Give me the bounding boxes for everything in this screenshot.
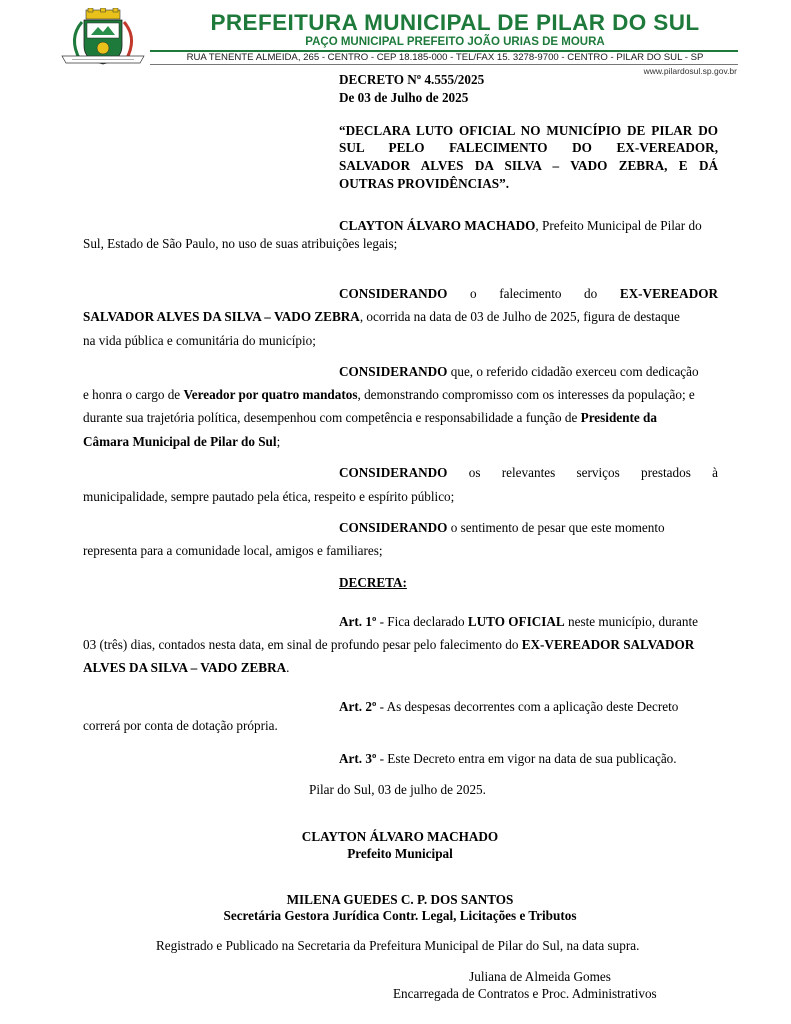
letterhead-subtitle: PAÇO MUNICIPAL PREFEITO JOÃO URIAS DE MOURA <box>305 36 605 48</box>
considerando-2-line-4 <box>83 434 280 450</box>
considerando-4-line-1 <box>339 520 665 536</box>
considerando-2-line-3-bold: Presidente da <box>580 410 657 425</box>
considerando-2-text: que, o referido cidadão exerceu com dedicação <box>447 364 699 379</box>
considerando-1-line-1 <box>339 286 718 302</box>
art1-line-2-pre: 03 (três) dias, contados nesta data, em sinal de profundo pesar pelo falecimento do <box>83 637 522 652</box>
letterhead-website: www.pilardosul.sp.gov.br <box>643 66 737 76</box>
art1-text-pre: - Fica declarado <box>376 614 468 629</box>
considerando-keyword: CONSIDERANDO <box>339 465 448 480</box>
considerando-2-line-3 <box>83 410 657 426</box>
art1-line-1 <box>339 614 698 630</box>
decree-date: De 03 de Julho de 2025 <box>339 90 469 105</box>
considerando-keyword: CONSIDERANDO <box>339 286 448 301</box>
registry-note: Registrado e Publicado na Secretaria da Prefeitura Municipal de Pilar do Sul, na data supra. <box>156 938 640 953</box>
considerando-keyword: CONSIDERANDO <box>339 520 448 535</box>
considerando-2-line-2-rest: , demonstrando compromisso com os interesses da população; e <box>357 387 695 402</box>
considerando-1-line-3: na vida pública e comunitária do município; <box>83 333 316 348</box>
preamble-line-2: Sul, Estado de São Paulo, no uso de suas atribuições legais; <box>83 236 398 251</box>
decree-ementa-line-3: SALVADOR ALVES DA SILVA – VADO ZEBRA, E DÁ <box>339 158 718 173</box>
decree-ementa-line-4: OUTRAS PROVIDÊNCIAS”. <box>339 176 509 191</box>
art2-line-1 <box>339 699 678 715</box>
signature-1-name: CLAYTON ÁLVARO MACHADO <box>301 829 499 844</box>
letterhead-address: RUA TENENTE ALMEIDA, 265 - CENTRO - CEP 18.185-000 - TEL/FAX 15. 3278-9700 - CENTRO - PILAR DO SUL - SP <box>186 52 704 63</box>
letterhead-title: PREFEITURA MUNICIPAL DE PILAR DO SUL <box>210 10 700 35</box>
decree-ementa-line-1: “DECLARA LUTO OFICIAL NO MUNICÍPIO DE PILAR DO <box>339 123 718 138</box>
place-date: Pilar do Sul, 03 de julho de 2025. <box>309 782 486 797</box>
decree-number: DECRETO Nº 4.555/2025 <box>339 72 485 87</box>
signature-2-title: Secretária Gestora Jurídica Contr. Legal, Licitações e Tributos <box>223 908 577 923</box>
considerando-4-text: o sentimento de pesar que este momento <box>447 520 665 535</box>
considerando-2-line-1 <box>339 364 699 380</box>
signature-2-name: MILENA GUEDES C. P. DOS SANTOS <box>286 892 514 907</box>
considerando-keyword: CONSIDERANDO <box>339 364 448 379</box>
considerando-3-text: os relevantes serviços prestados à <box>468 465 718 480</box>
preamble-name: CLAYTON ÁLVARO MACHADO <box>339 218 536 233</box>
honoree-name: SALVADOR ALVES DA SILVA – VADO ZEBRA <box>83 309 360 324</box>
registrar-title: Encarregada de Contratos e Proc. Administrativos <box>393 986 657 1001</box>
article-label: Art. 2º <box>339 699 377 714</box>
art3-line-1 <box>339 751 677 767</box>
art2-text: - As despesas decorrentes com a aplicação deste Decreto <box>376 699 679 714</box>
art1-line-3-rest: . <box>286 660 290 675</box>
considerando-1-line-2-text: , ocorrida na data de 03 de Julho de 2025, figura de destaque <box>359 309 680 324</box>
considerando-2-line-2 <box>83 387 695 403</box>
considerando-2-line-4-bold: Câmara Municipal de Pilar do Sul <box>83 434 277 449</box>
art1-bold: LUTO OFICIAL <box>467 614 565 629</box>
letterhead-divider-thin <box>150 64 738 65</box>
considerando-2-line-4-rest: ; <box>276 434 281 449</box>
decreta-heading <box>339 575 407 591</box>
art3-text: - Este Decreto entra em vigor na data de sua publicação. <box>376 751 677 766</box>
considerando-1-text: o falecimento do <box>470 286 598 301</box>
considerando-1-bold-end: EX-VEREADOR <box>619 286 719 301</box>
decree-ementa-line-2: SUL PELO FALECIMENTO DO EX-VEREADOR, <box>339 140 718 155</box>
article-label: Art. 1º <box>339 614 377 629</box>
art1-line-2-bold: EX-VEREADOR SALVADOR <box>521 637 695 652</box>
considerando-2-line-3-pre: durante sua trajetória política, desempenhou com competência e responsabilidade a função de <box>83 410 581 425</box>
considerando-3-line-1 <box>339 465 718 481</box>
considerando-3-line-2: municipalidade, sempre pautado pela ética, respeito e espírito público; <box>83 489 455 504</box>
preamble-line-1 <box>339 218 718 234</box>
art1-text-rest: neste município, durante <box>564 614 699 629</box>
signature-1-title: Prefeito Municipal <box>347 846 453 861</box>
art1-line-2 <box>83 637 694 653</box>
considerando-2-line-2-bold: Vereador por quatro mandatos <box>183 387 358 402</box>
art2-line-2: correrá por conta de dotação própria. <box>83 718 278 733</box>
considerando-4-line-2: representa para a comunidade local, amigos e familiares; <box>83 543 383 558</box>
registrar-name: Juliana de Almeida Gomes <box>469 969 611 984</box>
municipal-crest-icon <box>58 8 148 66</box>
art1-line-3-bold: ALVES DA SILVA – VADO ZEBRA <box>83 660 287 675</box>
considerando-2-line-2-pre: e honra o cargo de <box>83 387 184 402</box>
preamble-text: , Prefeito Municipal de Pilar do <box>535 218 702 233</box>
article-label: Art. 3º <box>339 751 377 766</box>
art1-line-3 <box>83 660 289 676</box>
decreta-text: DECRETA: <box>339 575 407 590</box>
considerando-1-line-2 <box>83 309 680 325</box>
